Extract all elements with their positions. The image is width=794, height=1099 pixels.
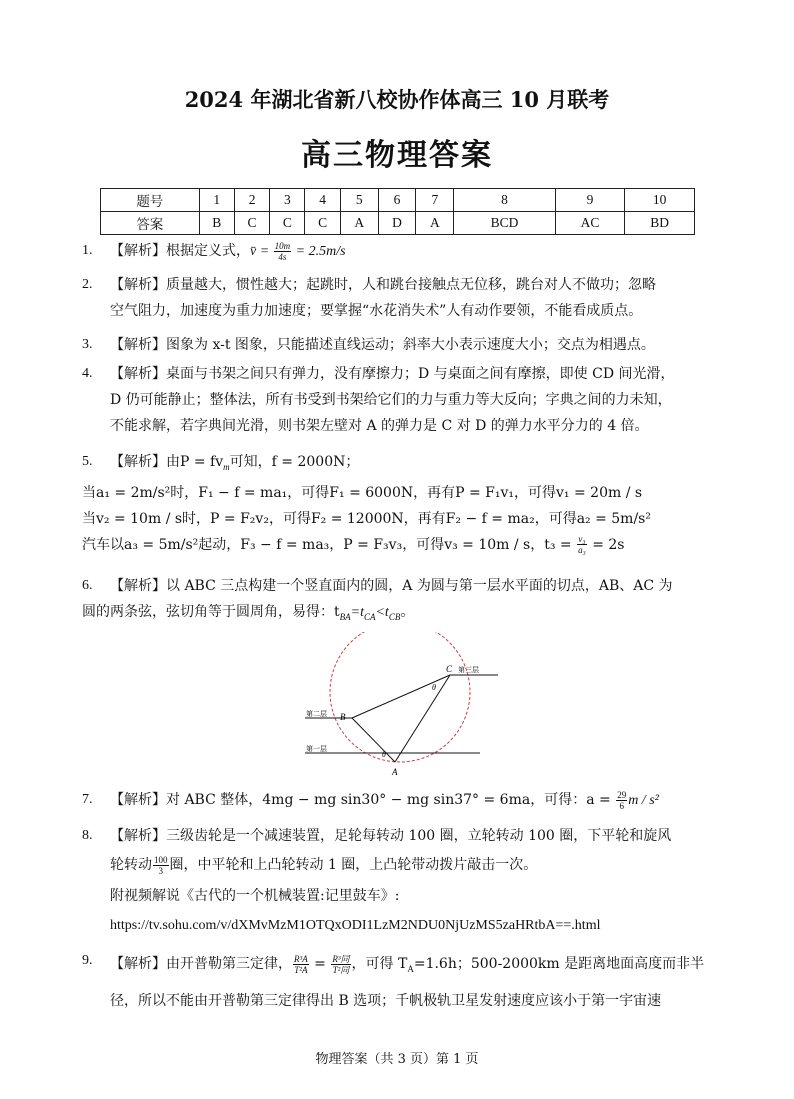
solution-line: 径，所以不能由开普勒第三定律得出 B 选项；千帆极轨卫星发射速度应该小于第一宇宙速 <box>110 992 662 1009</box>
subscript: CB <box>388 611 401 622</box>
solution-text: ，可得 T <box>351 956 408 972</box>
video-link[interactable]: https://tv.sohu.com/v/dXMvMzM1OTQxODI1LzM2NDU0NjUzMS5zaHRtbA==.html <box>110 918 601 933</box>
chord-ba <box>352 718 395 762</box>
solution-line: 空气阻力，加速度为重力加速度；要掌握“水花消失术”人有动作要领，不能看成质点。 <box>110 303 643 319</box>
question-number: 9 <box>555 189 625 212</box>
answer-table <box>100 188 695 235</box>
answer-cell: C <box>270 212 305 235</box>
solution-text: = <box>309 956 331 972</box>
solution-text: 可知，f = 2000N； <box>229 454 360 470</box>
subscript: CA <box>363 611 376 622</box>
solution-text: =t <box>350 605 364 620</box>
answer-cell: C <box>305 212 340 235</box>
label-layer1: 第一层 <box>306 745 327 753</box>
fraction <box>274 241 292 262</box>
label-c: C <box>446 664 453 674</box>
answer-table-number-row <box>101 189 695 212</box>
item-number: 7. <box>82 792 93 807</box>
solution-line: 【解析】图象为 x-t 图象，只能描述直线运动；斜率大小表示速度大小；交点为相遇点。 <box>110 337 655 353</box>
fraction-bottom: T²A <box>294 964 308 975</box>
solution-item-6 <box>82 573 722 630</box>
solution-line <box>110 849 722 881</box>
solution-text: 圈，中平轮和上凸轮转动 1 圈，上凸轮带动拨片敲击一次。 <box>169 857 538 873</box>
page-footer: 物理答案（共 3 页）第 1 页 <box>315 1052 479 1067</box>
solution-line <box>82 599 722 630</box>
question-number: 5 <box>340 189 378 212</box>
fraction <box>293 954 309 975</box>
fraction-bottom: 3 <box>158 865 163 876</box>
solution-line <box>82 532 722 558</box>
solution-line <box>110 238 722 265</box>
fraction <box>577 534 587 555</box>
subscript: m <box>223 461 230 472</box>
answer-cell: A <box>340 212 378 235</box>
solution-text: 圆的两条弦，弦切角等于圆周角，易得：t <box>82 604 340 620</box>
label-theta-top: θ <box>432 683 436 692</box>
answer-cell: BD <box>625 212 695 235</box>
answer-table-answer-row <box>101 212 695 235</box>
solution-text: 【解析】由开普勒第三定律， <box>110 956 292 972</box>
solution-line <box>110 787 722 814</box>
item-number: 1. <box>82 243 93 258</box>
solution-text: =1.6h；500-2000km 是距离地面高度而非半 <box>413 956 705 972</box>
fraction-top: 10m <box>274 240 291 251</box>
solution-line: 【解析】三级齿轮是一个减速装置，足轮每转动 100 圈，立轮转动 100 圈，下平轮和旋风 <box>110 828 672 844</box>
solution-line <box>110 449 722 480</box>
solution-text: <t <box>375 605 389 620</box>
fraction-bottom: 6 <box>619 800 624 811</box>
solution-line: 【解析】质量越大，惯性越大；起跳时，人和跳台接触点无位移，跳台对人不做功；忽略 <box>110 277 656 293</box>
solution-item-5 <box>82 449 722 558</box>
label-theta-bottom: θ <box>382 750 386 759</box>
item-number: 4. <box>82 366 93 381</box>
item-number: 9. <box>82 953 93 968</box>
fraction-top: R³同 <box>332 953 350 964</box>
solution-line: 【解析】桌面与书架之间只有弹力，没有摩擦力；D 与桌面之间有摩擦，即使 CD 间光滑， <box>110 366 675 382</box>
fraction-top: R³A <box>294 953 308 964</box>
label-layer3: 第三层 <box>458 666 479 674</box>
question-number: 6 <box>378 189 416 212</box>
item-number: 5. <box>82 454 93 469</box>
solution-line: 当a₁ = 2m/s²时，F₁ − f = ma₁，可得F₁ = 6000N，再有P = F₁v₁，可得v₁ = 20m / s <box>82 484 643 501</box>
solution-text: 轮转动 <box>110 857 152 873</box>
item-number: 8. <box>82 828 93 843</box>
solution-text: 汽车以a₃ = 5m/s²起动，F₃ − f = ma₃，P = F₃v₃，可得v₃ = 10m / s，t₃ = <box>82 536 577 553</box>
item-number: 2. <box>82 277 93 292</box>
answer-table-header: 答案 <box>101 212 200 235</box>
solution-line: D 仍可能静止；整体法，所有书受到书架给它们的力与重力等大反向；字典之间的力未知， <box>110 392 672 408</box>
fraction <box>331 954 350 975</box>
answer-cell: BCD <box>454 212 555 235</box>
answer-cell: A <box>416 212 454 235</box>
question-number: 7 <box>416 189 454 212</box>
fraction <box>153 855 169 876</box>
solution-item-8 <box>82 823 722 941</box>
solution-line <box>110 948 722 985</box>
answer-cell: B <box>199 212 234 235</box>
solution-item-4 <box>82 361 722 439</box>
fraction-bottom: a₃ <box>578 545 586 556</box>
solution-line: 【解析】以 ABC 三点构建一个竖直面内的圆，A 为圆与第一层水平面的切点，AB、AC 为 <box>110 578 673 594</box>
formula: = 2.5m/s <box>292 244 346 259</box>
question-number: 10 <box>625 189 695 212</box>
fraction-bottom: 4s <box>278 251 287 262</box>
solution-text: = 2s <box>587 536 625 553</box>
solution-item-2 <box>82 272 722 324</box>
solution-text: 。 <box>400 604 415 620</box>
solution-text: 【解析】根据定义式， <box>110 243 250 259</box>
question-number: 4 <box>305 189 340 212</box>
solution-text: m / s² <box>628 793 659 808</box>
label-b: B <box>340 712 346 722</box>
question-number: 3 <box>270 189 305 212</box>
solution-line: 不能求解，若字典间光滑，则书架左壁对 A 的弹力是 C 对 D 的弹力水平分力的 4 倍。 <box>110 418 649 434</box>
answer-cell: D <box>378 212 416 235</box>
question-number: 8 <box>454 189 555 212</box>
formula: v̄ = <box>250 244 273 259</box>
label-layer2: 第二层 <box>306 710 327 718</box>
subscript: BA <box>339 611 351 622</box>
solution-item-3 <box>82 332 722 358</box>
exam-title: 2024 年湖北省新八校协作体高三 10 月联考 <box>184 87 610 112</box>
fraction-top: 29 <box>617 789 627 800</box>
fraction-top: v₃ <box>578 534 586 545</box>
solution-line: 当v₂ = 10m / s时，P = F₂v₂，可得F₂ = 12000N，再有F₂ − f = ma₂，可得a₂ = 5m/s² <box>82 510 651 527</box>
solution-text: 【解析】对 ABC 整体，4mg − mg sin30° − mg sin37° = 6ma，可得：a = <box>110 792 616 808</box>
answer-table-header: 题号 <box>101 189 200 212</box>
solution-item-1 <box>82 238 722 265</box>
item-number: 3. <box>82 337 93 352</box>
subscript: A <box>407 963 414 974</box>
answer-cell: AC <box>555 212 625 235</box>
item-number: 6. <box>82 578 93 593</box>
question-number: 1 <box>199 189 234 212</box>
solution-text: 【解析】由P = fv <box>110 454 224 470</box>
chord-ca <box>395 675 450 762</box>
fraction-top: 100 <box>154 854 168 865</box>
solution-item-9 <box>82 948 722 1017</box>
chord-bc <box>352 675 450 718</box>
solution-line: 附视频解说《古代的一个机械装置:记里鼓车》: <box>110 888 400 904</box>
incline-circle-figure <box>300 632 500 782</box>
fraction <box>616 790 627 811</box>
label-a: A <box>392 767 398 777</box>
answer-sheet-title: 高三物理答案 <box>301 138 493 173</box>
question-number: 2 <box>234 189 269 212</box>
answer-cell: C <box>234 212 269 235</box>
fraction-bottom: T²同 <box>332 964 350 975</box>
solution-item-7 <box>82 787 722 814</box>
